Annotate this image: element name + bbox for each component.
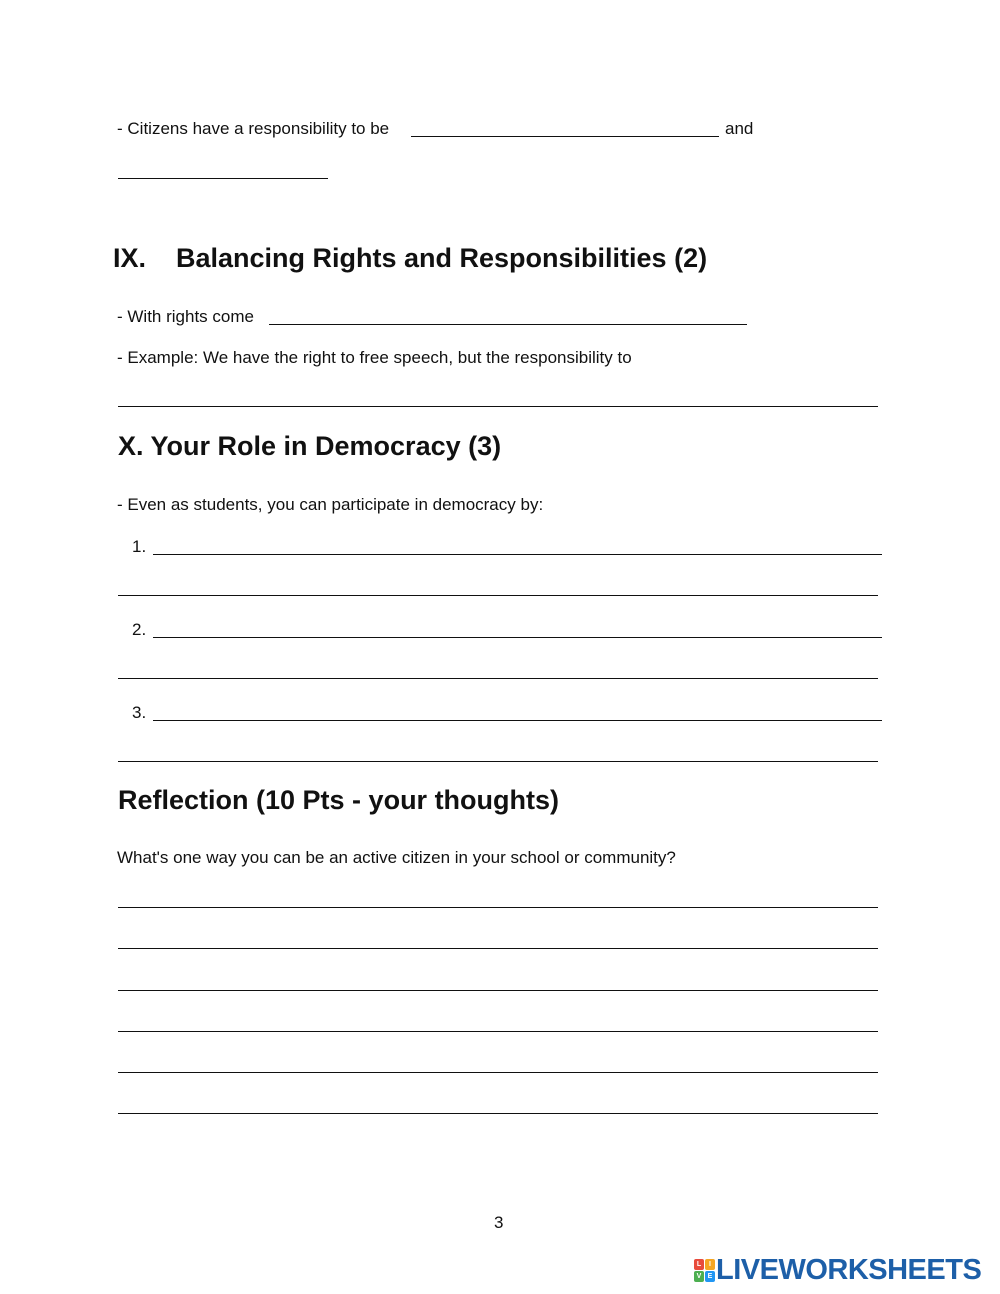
logo-letter-i: I (705, 1259, 715, 1270)
reflection-question: What's one way you can be an active citizen in your school or community? (117, 848, 676, 867)
example-line-text: - Example: We have the right to free speech, but the responsibility to (117, 348, 632, 367)
citizens-line-prefix: - Citizens have a responsibility to be (117, 119, 390, 138)
list-item-1-line-2[interactable] (118, 595, 878, 596)
list-item-number-3: 3. (132, 703, 147, 722)
example-answer-line[interactable] (118, 406, 878, 407)
list-item-number-2: 2. (132, 620, 147, 639)
list-item-3-line-2[interactable] (118, 761, 878, 762)
section-x-title: X. Your Role in Democracy (3) (118, 431, 502, 461)
citizens-blank-1[interactable] (411, 136, 719, 137)
reflection-line-6[interactable] (118, 1113, 878, 1114)
list-item-2-blank[interactable] (153, 637, 882, 638)
liveworksheets-brand[interactable] (694, 1255, 981, 1285)
reflection-title: Reflection (10 Pts - your thoughts) (118, 785, 560, 815)
citizens-line-and: and (725, 119, 754, 138)
rights-blank[interactable] (269, 324, 747, 325)
section-ix-title: Balancing Rights and Responsibilities (2) (176, 243, 708, 273)
logo-letter-v: V (694, 1271, 704, 1282)
list-item-3-blank[interactable] (153, 720, 882, 721)
citizens-blank-2[interactable] (118, 178, 328, 179)
reflection-line-2[interactable] (118, 948, 878, 949)
logo-letter-l: L (694, 1259, 704, 1270)
rights-line-prefix: - With rights come (117, 307, 254, 326)
list-item-1-blank[interactable] (153, 554, 882, 555)
section-ix-number: IX. (113, 243, 147, 273)
list-item-2-line-2[interactable] (118, 678, 878, 679)
reflection-line-1[interactable] (118, 907, 878, 908)
liveworksheets-logo-icon (694, 1259, 714, 1281)
reflection-line-3[interactable] (118, 990, 878, 991)
reflection-line-5[interactable] (118, 1072, 878, 1073)
logo-letter-e: E (705, 1271, 715, 1282)
reflection-line-4[interactable] (118, 1031, 878, 1032)
section-x-intro: - Even as students, you can participate in democracy by: (117, 495, 544, 514)
liveworksheets-wordmark: LIVEWORKSHEETS (716, 1254, 982, 1286)
page-number: 3 (494, 1213, 504, 1232)
list-item-number-1: 1. (132, 537, 147, 556)
